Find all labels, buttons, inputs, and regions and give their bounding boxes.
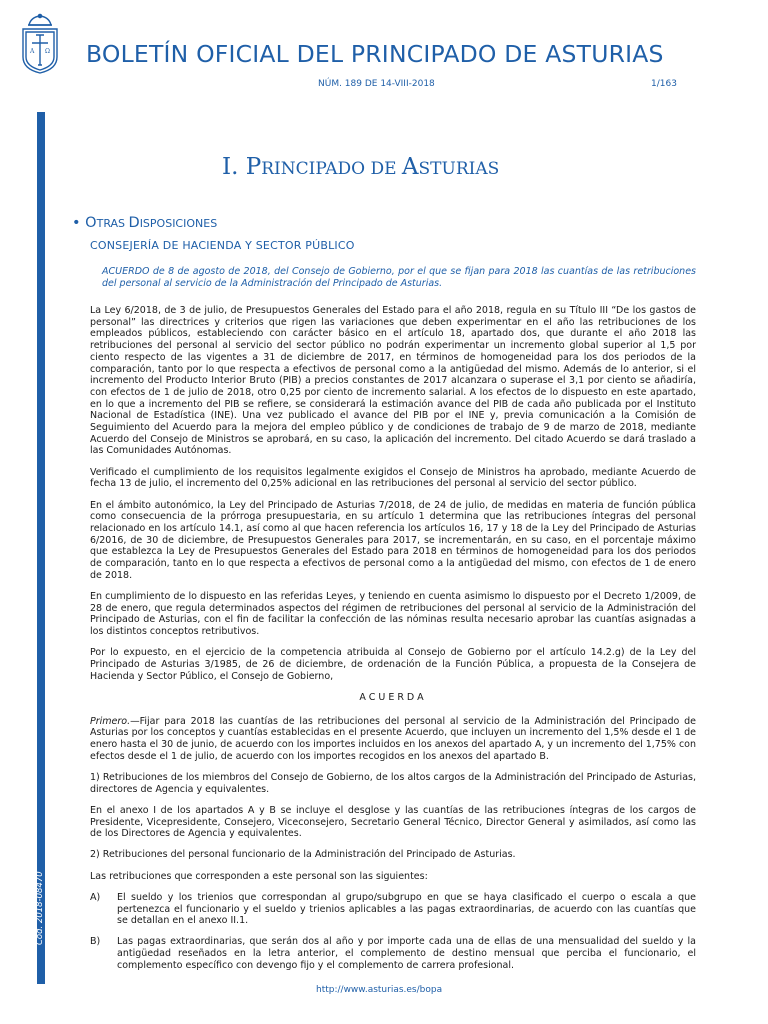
list-marker: B) — [90, 936, 101, 948]
department-name: CONSEJERÍA DE HACIENDA Y SECTOR PÚBLICO — [90, 239, 355, 252]
paragraph: 2) Retribuciones del personal funcionario de la Administración del Principado de Asturias. — [90, 849, 516, 861]
document-body — [90, 305, 696, 981]
list-text: El sueldo y los trienios que correspondan al grupo/subgrupo en que se haya clasificado el cuerpo o escala a que pertenezca el funcionario y el sueldo y trienios aplicables a las pagas extraordinarias, de acuerdo con las cuantías que se detallan en el anexo II.1. — [117, 891, 696, 927]
list-marker: A) — [90, 891, 101, 903]
svg-text:A: A — [30, 48, 35, 55]
sub-rest1: TRAS — [96, 217, 129, 230]
section-initial2: A — [401, 154, 419, 180]
bulletin-title: BOLETÍN OFICIAL DEL PRINCIPADO DE ASTURIAS — [86, 40, 664, 68]
acuerda-heading: ACUERDA — [359, 691, 427, 703]
acuerdo-title: ACUERDO de 8 de agosto de 2018, del Consejo de Gobierno, por el que se fijan para 2018 las cuantías de las retribuciones del personal al servicio de la Administración del Principado de Asturias. — [102, 266, 696, 289]
svg-text:Ω: Ω — [45, 48, 50, 55]
paragraph: 1) Retribuciones de los miembros del Consejo de Gobierno, de los altos cargos de la Administración del Principado de Asturias, directores de Agencia y equivalentes. — [90, 771, 696, 795]
sub-initial2: D — [128, 215, 140, 231]
paragraph: Por lo expuesto, en el ejercicio de la competencia atribuida al Consejo de Gobierno por el artículo 14.2.g) de la Ley del Principado de Asturias 3/1985, de 26 de diciembre, de ordenación de la Función Pública, a propuesta de la Consejera de Hacienda y Sector Público, el Consejo de Gobierno, — [90, 647, 696, 682]
document-code: Cód. 2018-08470 — [35, 871, 45, 945]
paragraph: En cumplimiento de lo dispuesto en las referidas Leyes, y teniendo en cuenta asimismo lo dispuesto por el Decreto 1/2009, de 28 de enero, que regula determinados aspectos del régimen de retribuciones del personal al servicio de la Administración del Principado de Asturias, con el fin de facilitar la confección de las nóminas resulta necesario aprobar las cuantías asignadas a los distintos conceptos retributivos. — [90, 590, 696, 638]
footer-link[interactable]: http://www.asturias.es/bopa — [316, 985, 443, 995]
section-heading — [222, 154, 499, 180]
list-item — [90, 936, 696, 971]
primero-label: Primero. — [90, 715, 131, 727]
bullet: • — [72, 215, 81, 231]
paragraph: Las retribuciones que corresponden a este personal son las siguientes: — [90, 870, 428, 882]
asturias-coat-of-arms-icon — [17, 13, 63, 75]
sub-rest2: ISPOSICIONES — [139, 217, 218, 230]
page-number: 1/163 — [651, 79, 677, 89]
paragraph: En el ámbito autonómico, la Ley del Principado de Asturias 7/2018, de 24 de julio, de medidas en materia de función pública como consecuencia de la prórroga presupuestaria, en su artículo 1 determina que las retribuciones íntegras del personal relacionado en los artículo 14.1, así como al que hacen referencia los artículos 16, 17 y 18 de la Ley del Principado de Asturias 6/2016, de 30 de diciembre, de Presupuestos Generales para 2017, se incrementarán, en su caso, en el porcentaje máximo que establezca la Ley de Presupuestos Generales del Estado para 2018 en términos de homogeneidad para los dos periodos de comparación, tanto en lo que respecta a efectivos de personal como a la antigüedad del mismo, con efectos de 1 de enero de 2018. — [90, 499, 696, 581]
primero-paragraph — [90, 716, 696, 763]
paragraph: Verificado el cumplimiento de los requisitos legalmente exigidos el Consejo de Ministros ha aprobado, mediante Acuerdo de fecha 13 de julio, el incremento del 0,25% adicional en las retribuciones del personal al servicio del sector público. — [90, 466, 696, 490]
section-initial: P — [245, 154, 262, 180]
sub-initial1: O — [85, 215, 97, 231]
subsection-heading — [72, 215, 217, 231]
paragraph: En el anexo I de los apartados A y B se incluye el desglose y las cuantías de las retribuciones íntegras de los cargos de Presidente, Vicepresidente, Consejero, Viceconsejero, Secretario General Técnico, Director General y asimilados, así como las de los Directores de Agencia y equivalentes. — [90, 804, 696, 840]
list-text: Las pagas extraordinarias, que serán dos al año y por importe cada una de ellas de una mensualidad del sueldo y la antigüedad reseñados en la letra anterior, el complemento de destino mensual que perciba el funcionario, el complemento específico con devengo fijo y el complemento de carrera profesional. — [117, 936, 696, 971]
section-roman: I. — [222, 154, 239, 180]
issue-number: NÚM. 189 DE 14-VIII-2018 — [318, 79, 435, 89]
section-rest: RINCIPADO DE — [261, 159, 402, 179]
primero-text: —Fijar para 2018 las cuantías de las retribuciones del personal al servicio de la Administración del Principado de Asturias por los conceptos y cuantías establecidas en el presente Acuerdo, que incluyen un incremento del 1,5% desde el 1 de enero hasta el 30 de junio, de acuerdo con los importes incluidos en los anexos del apartado A, y un incremento del 1,75% con efectos desde el 1 de julio, de acuerdo con los importes recogidos en los anexos del apartado B. — [90, 715, 696, 762]
paragraph: La Ley 6/2018, de 3 de julio, de Presupuestos Generales del Estado para el año 2018, regula en su Título III “De los gastos de personal” las directrices y criterios que rigen las variaciones que deben experimentar en el año las retribuciones de los empleados públicos, estableciendo con carácter básico en el artículo 18, apartado dos, que durante el año 2018 las retribuciones del personal al servicio del sector público no podrán experimentar un incremento global superior al 1,5 por ciento respecto de las vigentes a 31 de diciembre de 2017, en términos de homogeneidad para los dos periodos de la comparación, tanto por lo que respecta a efectivos de personal como a la antigüedad del mismo. Además de lo anterior, si el incremento del Producto Interior Bruto (PIB) a precios constantes de 2017 alcanzara o superase el 3,1 por ciento se añadiría, con efectos de 1 de julio de 2018, otro 0,25 por ciento de incremento salarial. A los efectos de lo dispuesto en este apartado, en lo que a incremento del PIB se refiere, se considerará la estimación avance del PIB de cada año publicada por el Instituto Nacional de Estadística (INE). Una vez publicado el avance del PIB por el INE y, previa comunicación a la Comisión de Seguimiento del Acuerdo para la mejora del empleo público y de condiciones de trabajo de 9 de marzo de 2018, mediante Acuerdo del Consejo de Ministros se aprobará, en su caso, la aplicación del incremento. Del citado Acuerdo se dará traslado a las Comunidades Autónomas. — [90, 305, 696, 457]
sidebar-bar — [37, 112, 45, 984]
list-item — [90, 892, 696, 927]
section-rest2: STURIAS — [418, 159, 500, 179]
